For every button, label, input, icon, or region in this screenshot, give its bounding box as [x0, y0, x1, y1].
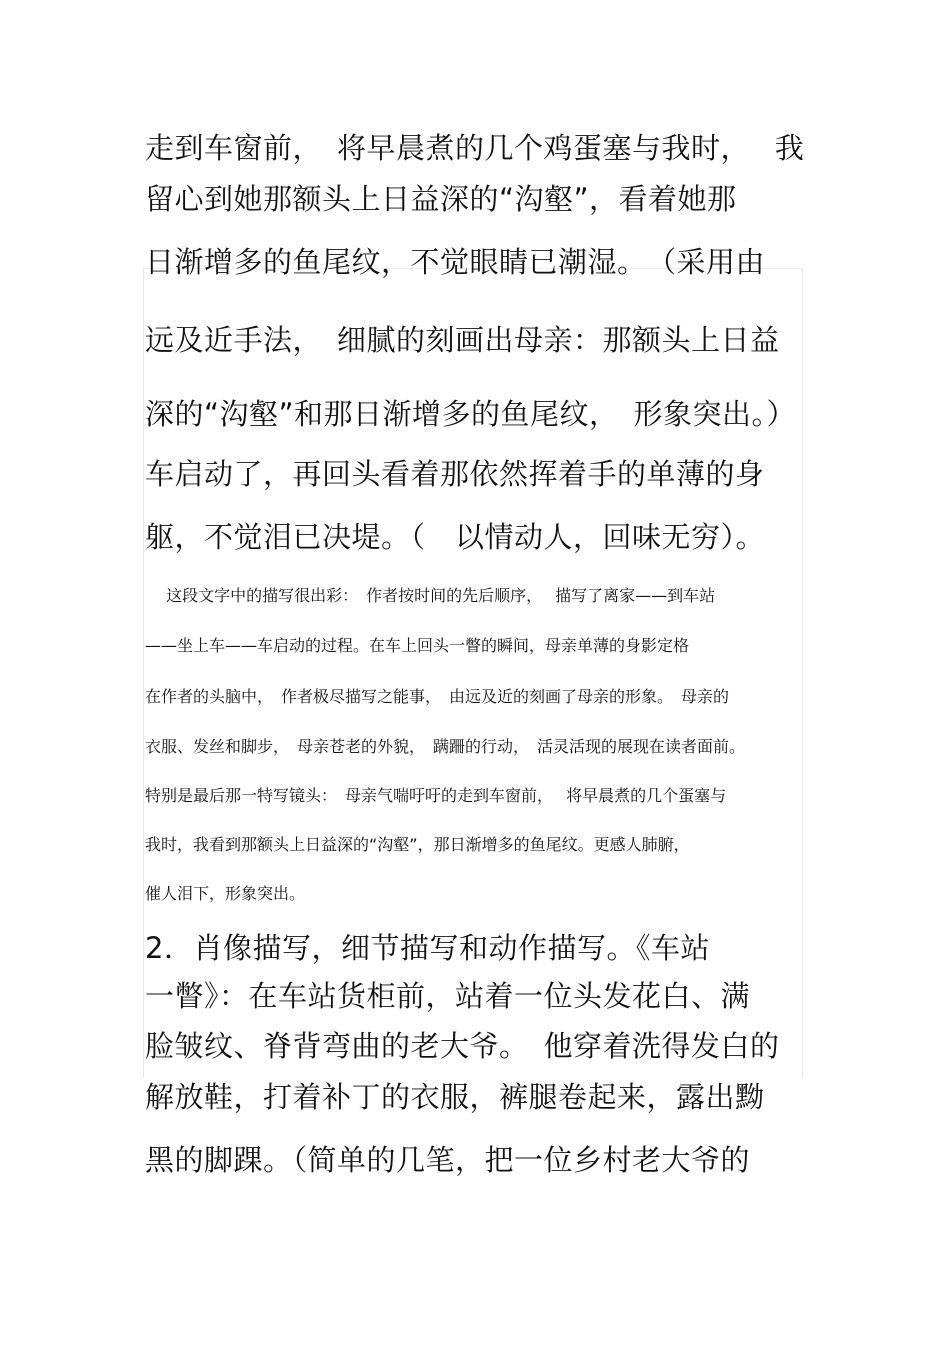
- text-line: 留心到她那额头上日益深的“沟壑”，看着她那: [145, 182, 737, 216]
- text-line: 日渐增多的鱼尾纹，不觉眼睛已潮湿。 （采用由: [145, 245, 766, 279]
- text-line: 解放鞋，打着补丁的衣服，裤腿卷起来，露出黝: [145, 1080, 765, 1114]
- text-line: 一瞥》：在车站货柜前，站着一位头发花白、满: [145, 979, 751, 1013]
- text-line: 脸皱纹、脊背弯曲的老大爷。 他穿着洗得发白的: [145, 1029, 780, 1063]
- analysis-line: ——坐上车——车启动的过程。在车上回头一瞥的瞬间，母亲单薄的身影定格: [145, 636, 690, 655]
- text-line: 车启动了，再回头看着那依然挥着手的单薄的身: [145, 457, 765, 491]
- analysis-line: 特别是最后那一特写镜头： 母亲气喘吁吁的走到车窗前， 将早晨煮的几个蛋塞与: [145, 786, 727, 805]
- analysis-line: 我时，我看到那额头上日益深的“沟壑”，那日渐增多的鱼尾纹。更感人肺腑，: [145, 835, 690, 854]
- text-line: 躯，不觉泪已决堤。（ 以情动人，回味无穷）。: [145, 520, 766, 554]
- text-line: 深的“沟壑”和那日渐增多的鱼尾纹， 形象突出。）: [145, 397, 797, 431]
- text-line: 黑的脚踝。（简单的几笔，把一位乡村老大爷的: [145, 1143, 751, 1177]
- analysis-line: 催人泪下，形象突出。: [145, 884, 306, 903]
- section-heading-line: 2．肖像描写，细节描写和动作描写。《车站: [145, 931, 710, 965]
- analysis-line: 衣服、发丝和脚步， 母亲苍老的外貌， 蹒跚的行动， 活灵活现的展现在读者面前。: [145, 737, 746, 756]
- analysis-line: 在作者的头脑中， 作者极尽描写之能事， 由远及近的刻画了母亲的形象。 母亲的: [145, 687, 730, 706]
- text-line: 走到车窗前， 将早晨煮的几个鸡蛋塞与我时， 我: [145, 131, 805, 165]
- text-line: 远及近手法， 细腻的刻画出母亲：那额头上日益: [145, 323, 780, 357]
- analysis-line: 这段文字中的描写很出彩： 作者按时间的先后顺序， 描写了离家——到车站: [145, 586, 716, 605]
